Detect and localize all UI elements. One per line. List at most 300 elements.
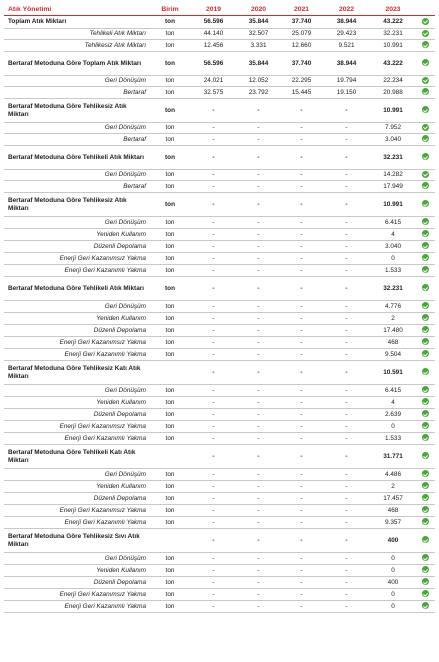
check-circle-icon: [422, 106, 429, 113]
value-2019: 56.596: [190, 52, 237, 76]
value-2023: 32.231: [370, 146, 416, 170]
status-cell: [416, 577, 435, 589]
value-2023: 20.988: [370, 87, 416, 99]
unit-cell: ton: [150, 337, 190, 349]
check-circle-icon: [422, 266, 429, 273]
unit-cell: ton: [150, 265, 190, 277]
check-circle-icon: [422, 18, 429, 25]
value-2023: 17.457: [370, 493, 416, 505]
value-2021: -: [280, 181, 323, 193]
status-cell: [416, 325, 435, 337]
value-2021: 25.079: [280, 29, 323, 40]
check-circle-icon: [422, 88, 429, 95]
table-row: [4, 577, 435, 589]
check-circle-icon: [422, 518, 429, 525]
value-2021: -: [280, 313, 323, 325]
value-2022: -: [323, 481, 370, 493]
value-2023: 10.991: [370, 40, 416, 52]
status-cell: [416, 265, 435, 277]
table-header-row: [4, 3, 435, 16]
row-label: Geri Dönüşüm: [4, 385, 150, 397]
row-label: Yeniden Kullanım: [4, 565, 150, 577]
check-circle-icon: [422, 554, 429, 561]
unit-cell: ton: [150, 421, 190, 433]
value-2019: -: [190, 170, 237, 181]
value-2019: -: [190, 493, 237, 505]
value-2019: 44.140: [190, 29, 237, 40]
value-2021: -: [280, 229, 323, 241]
value-2023: 468: [370, 337, 416, 349]
status-cell: [416, 529, 435, 553]
value-2019: -: [190, 313, 237, 325]
check-circle-icon: [422, 153, 429, 160]
value-2020: -: [237, 445, 280, 469]
value-2022: -: [323, 505, 370, 517]
value-2019: 24.021: [190, 76, 237, 87]
unit-cell: [150, 445, 190, 469]
value-2021: -: [280, 433, 323, 445]
table-row: [4, 40, 435, 52]
value-2020: -: [237, 99, 280, 123]
row-label: Enerji Geri Kazanımlı Yakma: [4, 601, 150, 613]
value-2023: 400: [370, 529, 416, 553]
unit-cell: ton: [150, 87, 190, 99]
value-2022: -: [323, 577, 370, 589]
value-2022: -: [323, 493, 370, 505]
check-circle-icon: [422, 536, 429, 543]
value-2021: 22.295: [280, 76, 323, 87]
check-circle-icon: [422, 434, 429, 441]
value-2022: -: [323, 361, 370, 385]
row-label: Yeniden Kullanım: [4, 397, 150, 409]
row-label: Geri Dönüşüm: [4, 123, 150, 134]
value-2019: 12.456: [190, 40, 237, 52]
value-2021: -: [280, 517, 323, 529]
value-2022: -: [323, 170, 370, 181]
table-row: [4, 99, 435, 123]
value-2023: 2: [370, 313, 416, 325]
value-2019: -: [190, 277, 237, 301]
value-2020: -: [237, 265, 280, 277]
value-2020: 3.331: [237, 40, 280, 52]
value-2020: 12.052: [237, 76, 280, 87]
row-label: Enerji Geri Kazanımsız Yakma: [4, 421, 150, 433]
value-2020: -: [237, 170, 280, 181]
value-2020: -: [237, 505, 280, 517]
value-2022: -: [323, 265, 370, 277]
table-row: [4, 29, 435, 40]
unit-cell: ton: [150, 397, 190, 409]
row-label: Enerji Geri Kazanımsız Yakma: [4, 337, 150, 349]
value-2019: -: [190, 589, 237, 601]
table-body: [4, 16, 435, 613]
value-2020: -: [237, 277, 280, 301]
unit-cell: [150, 529, 190, 553]
value-2021: -: [280, 469, 323, 481]
status-cell: [416, 40, 435, 52]
value-2022: -: [323, 217, 370, 229]
table-row: [4, 481, 435, 493]
value-2023: 468: [370, 505, 416, 517]
unit-cell: ton: [150, 325, 190, 337]
status-cell: [416, 241, 435, 253]
value-2023: 0: [370, 565, 416, 577]
row-label: Bertaraf Metoduna Göre Tehlikeli Atık Miktarı: [4, 146, 150, 170]
row-label: Bertaraf: [4, 181, 150, 193]
row-label: Enerji Geri Kazanımsız Yakma: [4, 505, 150, 517]
status-cell: [416, 181, 435, 193]
value-2023: 2: [370, 481, 416, 493]
status-cell: [416, 505, 435, 517]
status-cell: [416, 589, 435, 601]
status-cell: [416, 565, 435, 577]
value-2019: -: [190, 123, 237, 134]
table-row: [4, 409, 435, 421]
table-row: [4, 193, 435, 217]
status-cell: [416, 123, 435, 134]
value-2019: -: [190, 481, 237, 493]
check-circle-icon: [422, 368, 429, 375]
value-2020: 35.844: [237, 52, 280, 76]
check-circle-icon: [422, 135, 429, 142]
value-2019: -: [190, 433, 237, 445]
value-2019: -: [190, 553, 237, 565]
value-2020: -: [237, 433, 280, 445]
status-cell: [416, 433, 435, 445]
table-row: [4, 589, 435, 601]
status-cell: [416, 421, 435, 433]
row-label: Bertaraf: [4, 87, 150, 99]
value-2019: -: [190, 229, 237, 241]
value-2021: -: [280, 99, 323, 123]
value-2022: -: [323, 601, 370, 613]
value-2023: 43.222: [370, 16, 416, 29]
status-cell: [416, 481, 435, 493]
value-2023: 4: [370, 229, 416, 241]
table-row: [4, 16, 435, 29]
check-circle-icon: [422, 398, 429, 405]
unit-cell: ton: [150, 313, 190, 325]
value-2022: -: [323, 385, 370, 397]
value-2022: -: [323, 229, 370, 241]
row-label: Enerji Geri Kazanımsız Yakma: [4, 253, 150, 265]
value-2021: -: [280, 385, 323, 397]
value-2023: 6.415: [370, 217, 416, 229]
value-2022: -: [323, 277, 370, 301]
header-2021: 2021: [280, 3, 323, 16]
value-2020: -: [237, 565, 280, 577]
value-2022: -: [323, 253, 370, 265]
table-row: [4, 181, 435, 193]
value-2023: 17.480: [370, 325, 416, 337]
check-circle-icon: [422, 242, 429, 249]
status-cell: [416, 385, 435, 397]
value-2021: -: [280, 409, 323, 421]
value-2019: -: [190, 325, 237, 337]
row-label: Enerji Geri Kazanımsız Yakma: [4, 589, 150, 601]
unit-cell: ton: [150, 301, 190, 313]
value-2021: -: [280, 553, 323, 565]
value-2023: 0: [370, 553, 416, 565]
value-2021: 12.660: [280, 40, 323, 52]
value-2019: -: [190, 253, 237, 265]
value-2022: 38.944: [323, 16, 370, 29]
value-2019: -: [190, 505, 237, 517]
value-2019: -: [190, 517, 237, 529]
value-2022: -: [323, 445, 370, 469]
check-circle-icon: [422, 602, 429, 609]
status-cell: [416, 337, 435, 349]
check-circle-icon: [422, 200, 429, 207]
check-circle-icon: [422, 470, 429, 477]
unit-cell: ton: [150, 99, 190, 123]
status-cell: [416, 445, 435, 469]
value-2021: -: [280, 361, 323, 385]
header-2020: 2020: [237, 3, 280, 16]
row-label: Bertaraf Metoduna Göre Tehlikesiz Sıvı Atık Miktarı: [4, 529, 150, 553]
check-circle-icon: [422, 350, 429, 357]
value-2020: -: [237, 361, 280, 385]
header-2022: 2022: [323, 3, 370, 16]
value-2019: -: [190, 146, 237, 170]
value-2022: -: [323, 421, 370, 433]
value-2022: -: [323, 301, 370, 313]
value-2022: -: [323, 193, 370, 217]
value-2022: -: [323, 553, 370, 565]
status-cell: [416, 76, 435, 87]
check-circle-icon: [422, 566, 429, 573]
value-2023: 4.776: [370, 301, 416, 313]
value-2021: -: [280, 505, 323, 517]
table-row: [4, 277, 435, 301]
value-2021: -: [280, 529, 323, 553]
table-row: [4, 445, 435, 469]
row-label: Enerji Geri Kazanımlı Yakma: [4, 265, 150, 277]
value-2020: -: [237, 493, 280, 505]
value-2021: -: [280, 277, 323, 301]
table-row: [4, 123, 435, 134]
status-cell: [416, 16, 435, 29]
value-2020: -: [237, 337, 280, 349]
value-2019: -: [190, 134, 237, 146]
check-circle-icon: [422, 452, 429, 459]
check-circle-icon: [422, 578, 429, 585]
row-label: Geri Dönüşüm: [4, 217, 150, 229]
row-label: Geri Dönüşüm: [4, 170, 150, 181]
value-2021: -: [280, 325, 323, 337]
value-2022: -: [323, 146, 370, 170]
value-2020: -: [237, 241, 280, 253]
check-circle-icon: [422, 182, 429, 189]
value-2020: -: [237, 601, 280, 613]
value-2020: -: [237, 409, 280, 421]
value-2021: -: [280, 349, 323, 361]
table-row: [4, 421, 435, 433]
value-2021: -: [280, 601, 323, 613]
value-2022: -: [323, 349, 370, 361]
unit-cell: ton: [150, 76, 190, 87]
value-2023: 4: [370, 397, 416, 409]
unit-cell: ton: [150, 481, 190, 493]
value-2022: -: [323, 517, 370, 529]
value-2023: 7.952: [370, 123, 416, 134]
row-label: Geri Dönüşüm: [4, 553, 150, 565]
value-2021: -: [280, 565, 323, 577]
value-2022: -: [323, 325, 370, 337]
unit-cell: ton: [150, 577, 190, 589]
value-2023: 31.771: [370, 445, 416, 469]
status-cell: [416, 52, 435, 76]
value-2021: -: [280, 301, 323, 313]
value-2022: -: [323, 589, 370, 601]
row-label: Düzenli Depolama: [4, 325, 150, 337]
value-2021: -: [280, 445, 323, 469]
value-2022: -: [323, 337, 370, 349]
status-cell: [416, 29, 435, 40]
row-label: Enerji Geri Kazanımlı Yakma: [4, 349, 150, 361]
value-2022: -: [323, 469, 370, 481]
value-2021: -: [280, 193, 323, 217]
value-2019: -: [190, 181, 237, 193]
unit-cell: ton: [150, 146, 190, 170]
table-row: [4, 76, 435, 87]
check-circle-icon: [422, 254, 429, 261]
status-cell: [416, 313, 435, 325]
value-2019: -: [190, 349, 237, 361]
value-2020: 23.792: [237, 87, 280, 99]
status-cell: [416, 517, 435, 529]
row-label: Tehlikeli Atık Miktarı: [4, 29, 150, 40]
status-cell: [416, 409, 435, 421]
row-label: Düzenli Depolama: [4, 577, 150, 589]
value-2019: -: [190, 445, 237, 469]
value-2023: 3.040: [370, 134, 416, 146]
value-2020: -: [237, 553, 280, 565]
value-2022: 29.423: [323, 29, 370, 40]
table-row: [4, 87, 435, 99]
unit-cell: ton: [150, 40, 190, 52]
table-row: [4, 253, 435, 265]
check-circle-icon: [422, 386, 429, 393]
value-2021: -: [280, 253, 323, 265]
value-2022: -: [323, 123, 370, 134]
check-circle-icon: [422, 494, 429, 501]
value-2021: -: [280, 481, 323, 493]
value-2022: -: [323, 529, 370, 553]
unit-cell: ton: [150, 181, 190, 193]
value-2021: 37.740: [280, 16, 323, 29]
value-2021: -: [280, 134, 323, 146]
status-cell: [416, 601, 435, 613]
value-2023: 0: [370, 601, 416, 613]
value-2021: -: [280, 241, 323, 253]
value-2022: -: [323, 181, 370, 193]
table-row: [4, 361, 435, 385]
value-2021: -: [280, 421, 323, 433]
table-row: [4, 397, 435, 409]
table-row: [4, 529, 435, 553]
row-label: Düzenli Depolama: [4, 493, 150, 505]
value-2019: -: [190, 529, 237, 553]
value-2022: 19.150: [323, 87, 370, 99]
check-circle-icon: [422, 218, 429, 225]
value-2023: 400: [370, 577, 416, 589]
value-2023: 9.504: [370, 349, 416, 361]
value-2020: -: [237, 146, 280, 170]
check-circle-icon: [422, 410, 429, 417]
value-2020: -: [237, 253, 280, 265]
row-label: Düzenli Depolama: [4, 409, 150, 421]
row-label: Geri Dönüşüm: [4, 301, 150, 313]
value-2020: -: [237, 481, 280, 493]
value-2022: -: [323, 99, 370, 123]
value-2020: -: [237, 577, 280, 589]
value-2023: 4.486: [370, 469, 416, 481]
table-row: [4, 517, 435, 529]
table-row: [4, 146, 435, 170]
value-2021: -: [280, 265, 323, 277]
check-circle-icon: [422, 41, 429, 48]
check-circle-icon: [422, 302, 429, 309]
row-label: Yeniden Kullanım: [4, 229, 150, 241]
value-2022: 19.794: [323, 76, 370, 87]
unit-cell: ton: [150, 241, 190, 253]
status-cell: [416, 170, 435, 181]
unit-cell: ton: [150, 505, 190, 517]
row-label: Bertaraf Metoduna Göre Tehlikesiz Katı Atık Miktarı: [4, 361, 150, 385]
value-2019: -: [190, 421, 237, 433]
check-circle-icon: [422, 124, 429, 131]
unit-cell: ton: [150, 601, 190, 613]
value-2023: 10.591: [370, 361, 416, 385]
value-2019: -: [190, 301, 237, 313]
header-status: [416, 3, 435, 16]
value-2023: 14.282: [370, 170, 416, 181]
unit-cell: ton: [150, 170, 190, 181]
table-row: [4, 553, 435, 565]
value-2019: -: [190, 565, 237, 577]
status-cell: [416, 229, 435, 241]
unit-cell: ton: [150, 123, 190, 134]
check-circle-icon: [422, 338, 429, 345]
check-circle-icon: [422, 171, 429, 178]
value-2023: 9.357: [370, 517, 416, 529]
row-label: Bertaraf Metoduna Göre Tehlikeli Katı Atık Miktarı: [4, 445, 150, 469]
unit-cell: ton: [150, 16, 190, 29]
check-circle-icon: [422, 284, 429, 291]
table-row: [4, 601, 435, 613]
check-circle-icon: [422, 77, 429, 84]
status-cell: [416, 253, 435, 265]
value-2019: -: [190, 469, 237, 481]
table-row: [4, 134, 435, 146]
value-2023: 17.949: [370, 181, 416, 193]
value-2020: -: [237, 229, 280, 241]
value-2020: -: [237, 123, 280, 134]
unit-cell: ton: [150, 493, 190, 505]
value-2023: 43.222: [370, 52, 416, 76]
row-label: Bertaraf Metoduna Göre Tehlikesiz Atık Miktarı: [4, 99, 150, 123]
value-2023: 3.040: [370, 241, 416, 253]
value-2022: -: [323, 565, 370, 577]
value-2021: -: [280, 589, 323, 601]
unit-cell: ton: [150, 134, 190, 146]
value-2023: 22.234: [370, 76, 416, 87]
value-2020: -: [237, 469, 280, 481]
status-cell: [416, 397, 435, 409]
value-2022: -: [323, 241, 370, 253]
value-2019: -: [190, 217, 237, 229]
